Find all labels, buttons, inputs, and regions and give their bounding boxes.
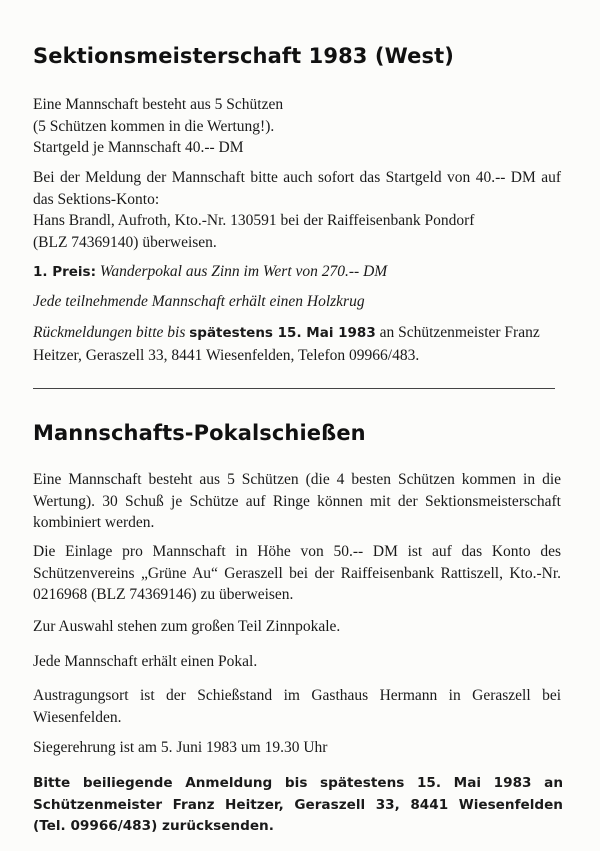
reply-prefix: Rückmeldungen bitte bis <box>33 324 186 341</box>
section-divider <box>33 388 555 389</box>
team-line: Startgeld je Mannschaft 40.-- DM <box>33 139 244 156</box>
section-title-sektionsmeisterschaft: Sektionsmeisterschaft 1983 (West) <box>33 44 454 68</box>
reply-suffix: an Schützenmeister Franz Heitzer, Geraszell 33, 8441 Wiesenfelden, Telefon 09966/483. <box>33 324 540 364</box>
team-line: (5 Schützen kommen in die Wertung!). <box>33 117 275 135</box>
pokal-paragraph-2: Die Einlage pro Mannschaft in Höhe von 50.-- DM ist auf das Konto des Schützenvereins „Grüne Au“ Geraszell bei der Raiffeisenbank Rattiszell, Kto.-Nr. 0216968 (BLZ 74369146) zu überweisen. <box>33 543 561 603</box>
pokal-paragraph-1: Eine Mannschaft besteht aus 5 Schützen (die 4 besten Schützen kommen in die Wertung). 30 Schuß je Schütze auf Ringe können mit der Sektionsmeisterschaft kombiniert werden. <box>33 471 561 531</box>
reply-deadline: spätestens 15. Mai 1983 <box>189 325 376 341</box>
prize-line <box>33 261 561 284</box>
payment-text: Bei der Meldung der Mannschaft bitte auch sofort das Startgeld von 40.-- DM auf das Sektions-Konto: <box>33 169 561 208</box>
payment-info <box>33 167 561 253</box>
pokal-paragraph-4: Jede Mannschaft erhält einen Pokal. <box>33 653 258 670</box>
team-info <box>33 94 561 159</box>
pokal-paragraph-5: Austragungsort ist der Schießstand im Gasthaus Hermann in Geraszell bei Wiesenfelden. <box>33 687 561 726</box>
prize-text: Wanderpokal aus Zinn im Wert von 270.-- DM <box>99 263 388 280</box>
prize-label: 1. Preis: <box>33 264 96 280</box>
section-title-pokalschiessen: Mannschafts-Pokalschießen <box>33 421 366 445</box>
payment-account-line: (BLZ 74369140) überweisen. <box>33 233 217 251</box>
pokal-paragraph-3: Zur Auswahl stehen zum großen Teil Zinnpokale. <box>33 618 341 635</box>
pokal-paragraph-6: Siegerehrung ist am 5. Juni 1983 um 19.30 Uhr <box>33 739 328 756</box>
payment-account-line: Hans Brandl, Aufroth, Kto.-Nr. 130591 bei der Raiffeisenbank Pondorf <box>33 212 475 229</box>
reply-info <box>33 322 561 366</box>
team-line: Eine Mannschaft besteht aus 5 Schützen <box>33 96 284 113</box>
mug-text: Jede teilnehmende Mannschaft erhält einen Holzkrug <box>33 293 365 310</box>
closing-instruction: Bitte beiliegende Anmeldung bis spätestens 15. Mai 1983 an Schützenmeister Franz Heitzer, Geraszell 33, 8441 Wiesenfelden (Tel. 09966/483) zurücksenden. <box>33 775 563 834</box>
